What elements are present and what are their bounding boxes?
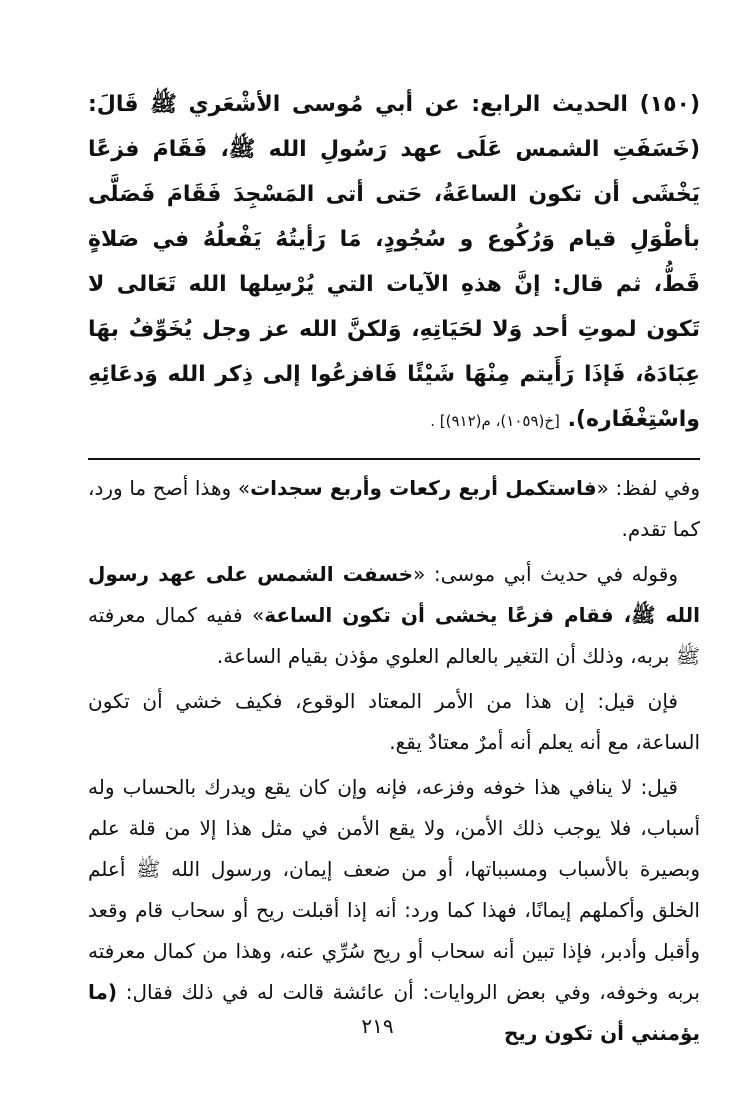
section-divider — [88, 458, 700, 460]
hadith-text: (١٥٠) الحديث الرابع: عن أبي مُوسى الأشْعَري ﷺ قَالَ: (خَسَفَتِ الشمس عَلَى عهد رَسُولِ الله ﷺ، فَقَامَ فزعًا يَخْشَى أن تكون الساعَةُ، حَتى أتى المَسْجِدَ فَقَامَ فَصَلَّى بأطْوَلِ قيام وَرُكُوع و سُجُودٍ، مَا رَأيتُهُ يَفْعلُهُ في صَلاةٍ قَطُّ، ثم قال: إنَّ هذهِ الآيات التي يُرْسِلها الله تَعَالى لا تَكون لموتِ أحد وَلا لحَيَاتِهِ، وَلكنَّ الله عز وجل يُخَوِّفُ بهَا عِبَادَهُ، فَإذَا رَأَيتم مِنْهَا شَيْئًا فَافزعُوا إلى ذِكر الله وَدعَائِهِ واسْتِغْفَاره). — [88, 92, 700, 432]
p4-quote: (ما يؤمنني أن تكون ريح — [88, 980, 700, 1045]
commentary — [88, 468, 700, 1054]
commentary-paragraph-2 — [88, 554, 700, 677]
p1-prefix: وفي لفظ: « — [596, 476, 701, 500]
p2-suffix: » ففيه كمال معرفته ﷺ بربه، وذلك أن التغير بالعالم العلوي مؤذن بقيام الساعة. — [88, 603, 700, 668]
p2-quote: خسفت الشمس على عهد رسول الله ﷺ، فقام فزعًا يخشى أن تكون الساعة — [88, 562, 700, 627]
commentary-paragraph-3: فإن قيل: إن هذا من الأمر المعتاد الوقوع، فكيف خشي أن تكون الساعة، مع أنه يعلم أنه أمرٌ معتادٌ يقع. — [88, 689, 700, 754]
commentary-paragraph-4 — [88, 767, 700, 1054]
p1-suffix: » وهذا أصح ما ورد، كما تقدم. — [88, 476, 700, 541]
p1-quote: فاستكمل أربع ركعات وأربع سجدات — [250, 476, 597, 500]
hadith-paragraph — [88, 82, 700, 444]
page-content — [88, 82, 700, 1058]
page-number: ٢١٩ — [361, 1014, 394, 1038]
p2-prefix: وقوله في حديث أبي موسى: « — [413, 562, 678, 586]
commentary-paragraph-1 — [88, 468, 700, 550]
p4-text: قيل: لا ينافي هذا خوفه وفزعه، فإنه وإن كان يقع ويدرك بالحساب وله أسباب، فلا يوجب ذلك الأمن، ولا يقع الأمن في مثل هذا إلا من قلة علم وبصيرة بالأسباب ومسبباتها، أو من ضعف إيمان، ورسول الله ﷺ أعلم الخلق وأكملهم إيمانًا، فهذا كما ورد: أنه إذا أقبلت ريح أو سحاب قام وقعد وأقبل وأدبر، فإذا تبين أنه سحاب أو ريح سُرِّي عنه، وهذا من كمال معرفته بربه وخوفه، وفي بعض الروايات: أن عائشة قالت له في ذلك فقال: — [88, 775, 700, 1004]
hadith-reference: [خ(١٠٥٩)، م(٩١٢)] . — [430, 412, 560, 430]
